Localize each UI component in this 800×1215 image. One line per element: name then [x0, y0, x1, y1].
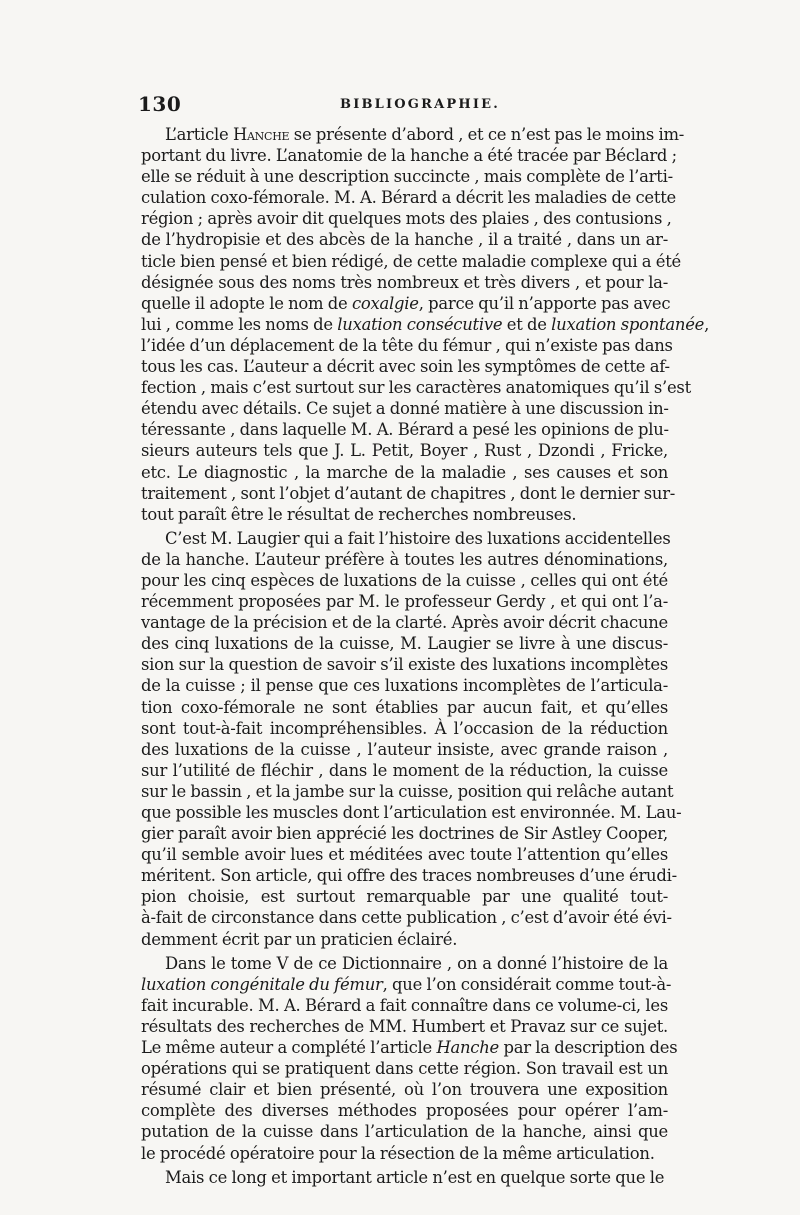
text-run: culation coxo-fémorale. M. A. Bérard a décrit les maladies de cette: [141, 188, 676, 208]
text-line: [141, 229, 668, 250]
text-line: [141, 145, 677, 166]
small-caps-term: Hanche: [232, 125, 290, 144]
text-run: Le même auteur a complété l’article: [141, 1038, 437, 1058]
text-run: lui , comme les noms de: [141, 314, 338, 334]
text-run: sieurs auteurs tels que J. L. Petit, Boyer , Rust , Dzondi , Fricke,: [141, 441, 668, 461]
text-line: [141, 335, 673, 356]
text-line: [141, 865, 677, 886]
text-run: quelle il adopte le nom de: [141, 293, 352, 313]
text-run: sur l’utilité de fléchir , dans le moment de la réduction, la cuisse: [141, 760, 668, 780]
text-line: [141, 718, 668, 739]
text-line: [141, 1058, 668, 1079]
text-run: de l’hydropisie et des abcès de la hanche , il a traité , dans un ar-: [141, 230, 668, 250]
text-line: [141, 462, 668, 483]
text-line: [141, 293, 671, 314]
text-line: [141, 654, 668, 675]
text-run: de la hanche. L’auteur préfère à toutes les autres dénominations,: [141, 549, 668, 569]
text-line: [141, 272, 668, 293]
italic-term: luxation consécutive: [337, 314, 503, 334]
text-run: fait incurable. M. A. Bérard a fait connaître dans ce volume-ci, les: [141, 995, 668, 1015]
text-line: [141, 208, 672, 229]
text-run: sion sur la question de savoir s’il existe des luxations incomplètes: [141, 655, 668, 675]
text-line: [141, 612, 668, 633]
text-line: [141, 1016, 668, 1037]
text-run: le procédé opératoire pour la résection de la même articulation.: [141, 1143, 655, 1163]
italic-term: luxation spontanée: [551, 314, 705, 334]
text-line: [141, 1037, 678, 1058]
text-run: des luxations de la cuisse , l’auteur insiste, avec grande raison ,: [141, 739, 668, 759]
text-run: complète des diverses méthodes proposées pour opérer l’am-: [141, 1101, 668, 1121]
text-run: pion choisie, est surtout remarquable par une qualité tout-: [141, 887, 668, 907]
text-line: [141, 1143, 668, 1164]
italic-term: luxation congénitale du fémur: [141, 974, 383, 994]
text-run: désignée sous des noms très nombreux et très divers , et pour la-: [141, 272, 668, 292]
text-run: sont tout-à-fait incompréhensibles. À l’occasion de la réduction: [141, 718, 668, 738]
text-line: [141, 802, 682, 823]
text-line: [141, 314, 710, 335]
text-run: résultats des recherches de MM. Humbert et Pravaz sur ce sujet.: [141, 1016, 668, 1036]
text-run: putation de la cuisse dans l’articulation de la hanche, ainsi que: [141, 1122, 668, 1142]
text-line: [141, 781, 674, 802]
text-run: ,: [704, 314, 710, 334]
text-line: [141, 570, 668, 591]
body-text: [141, 124, 710, 1188]
text-line: [141, 974, 672, 995]
text-run: se présente d’abord , et ce n’est pas le moins im-: [289, 125, 685, 144]
text-line: [141, 549, 668, 570]
text-run: tous les cas. L’auteur a décrit avec soin les symptômes de cette af-: [141, 357, 670, 377]
text-run: L’article: [165, 125, 233, 144]
text-line: [141, 953, 668, 974]
text-run: que possible les muscles dont l’articulation est environnée. M. Lau-: [141, 803, 682, 822]
text-line: [141, 995, 668, 1016]
text-line: [141, 377, 691, 398]
text-run: récemment proposées par M. le professeur Gerdy , et qui ont l’a-: [141, 592, 668, 612]
text-line: [141, 844, 668, 865]
italic-term: coxalgie: [351, 293, 419, 313]
text-run: et de: [502, 314, 552, 334]
text-line: [141, 675, 668, 696]
text-run: méritent. Son article, qui offre des traces nombreuses d’une érudi-: [141, 866, 677, 886]
text-line: [141, 823, 668, 844]
text-run: fection , mais c’est surtout sur les caractères anatomiques qu’il s’est: [141, 378, 691, 398]
text-run: , parce qu’il n’apporte pas avec: [418, 293, 671, 313]
text-line: [141, 697, 668, 718]
text-run: étendu avec détails. Ce sujet a donné matière à une discussion in-: [141, 399, 669, 419]
text-run: portant du livre. L’anatomie de la hanche a été tracée par Béclard ;: [141, 146, 677, 166]
text-line: [141, 591, 668, 612]
text-line: [141, 398, 668, 419]
page-header: [130, 92, 670, 122]
text-run: tion coxo-fémorale ne sont établies par aucun fait, et qu’elles: [141, 697, 668, 717]
text-run: , que l’on considérait comme tout-à-: [382, 974, 672, 994]
text-run: à-fait de circonstance dans cette publication , c’est d’avoir été évi-: [141, 908, 672, 928]
text-line: [141, 1079, 668, 1100]
text-line: [141, 1121, 668, 1142]
text-run: tout paraît être le résultat de recherches nombreuses.: [141, 504, 577, 524]
text-run: opérations qui se pratiquent dans cette région. Son travail est un: [141, 1059, 668, 1079]
text-line: [141, 251, 681, 272]
text-run: Mais ce long et important article n’est en quelque sorte que le: [165, 1167, 665, 1187]
running-head: BIBLIOGRAPHIE.: [340, 97, 500, 112]
text-run: qu’il semble avoir lues et méditées avec toute l’attention qu’elles: [141, 845, 668, 865]
text-line: [141, 633, 668, 654]
text-run: vantage de la précision et de la clarté. Après avoir décrit chacune: [141, 613, 668, 633]
text-run: résumé clair et bien présenté, où l’on trouvera une exposition: [141, 1080, 668, 1100]
text-run: région ; après avoir dit quelques mots des plaies , des contusions ,: [141, 209, 672, 229]
text-line: [141, 1167, 668, 1188]
text-line: [141, 907, 672, 928]
text-line: [141, 760, 668, 781]
text-run: etc. Le diagnostic , la marche de la maladie , ses causes et son: [141, 462, 668, 482]
text-line: [141, 124, 685, 145]
text-line: [141, 929, 668, 950]
page-number: 130: [138, 92, 182, 116]
text-run: gier paraît avoir bien apprécié les doctrines de Sir Astley Cooper,: [141, 824, 668, 844]
italic-term: Hanche: [436, 1038, 499, 1058]
text-line: [141, 886, 668, 907]
text-line: [141, 528, 671, 549]
text-line: [141, 504, 668, 525]
text-line: [141, 483, 676, 504]
text-line: [141, 187, 676, 208]
text-run: elle se réduit à une description succincte , mais complète de l’arti-: [141, 167, 673, 187]
text-run: téressante , dans laquelle M. A. Bérard a pesé les opinions de plu-: [141, 420, 669, 440]
text-run: demment écrit par un praticien éclairé.: [141, 929, 458, 949]
text-run: sur le bassin , et la jambe sur la cuisse, position qui relâche autant: [141, 781, 674, 801]
text-run: C’est M. Laugier qui a fait l’histoire des luxations accidentelles: [165, 528, 671, 548]
text-run: traitement , sont l’objet d’autant de chapitres , dont le dernier sur-: [141, 483, 676, 503]
text-line: [141, 739, 668, 760]
text-run: Dans le tome V de ce Dictionnaire , on a donné l’histoire de la: [165, 953, 668, 973]
text-line: [141, 419, 668, 440]
text-run: par la description des: [499, 1038, 678, 1058]
text-run: ticle bien pensé et bien rédigé, de cette maladie complexe qui a été: [141, 251, 681, 271]
text-line: [141, 166, 673, 187]
text-line: [141, 356, 668, 377]
text-run: l’idée d’un déplacement de la tête du fémur , qui n’existe pas dans: [141, 335, 673, 355]
text-line: [141, 440, 668, 461]
text-line: [141, 1100, 668, 1121]
text-run: pour les cinq espèces de luxations de la cuisse , celles qui ont été: [141, 570, 668, 590]
text-run: de la cuisse ; il pense que ces luxations incomplètes de l’articula-: [141, 676, 668, 696]
text-run: des cinq luxations de la cuisse, M. Laugier se livre à une discus-: [141, 634, 668, 654]
